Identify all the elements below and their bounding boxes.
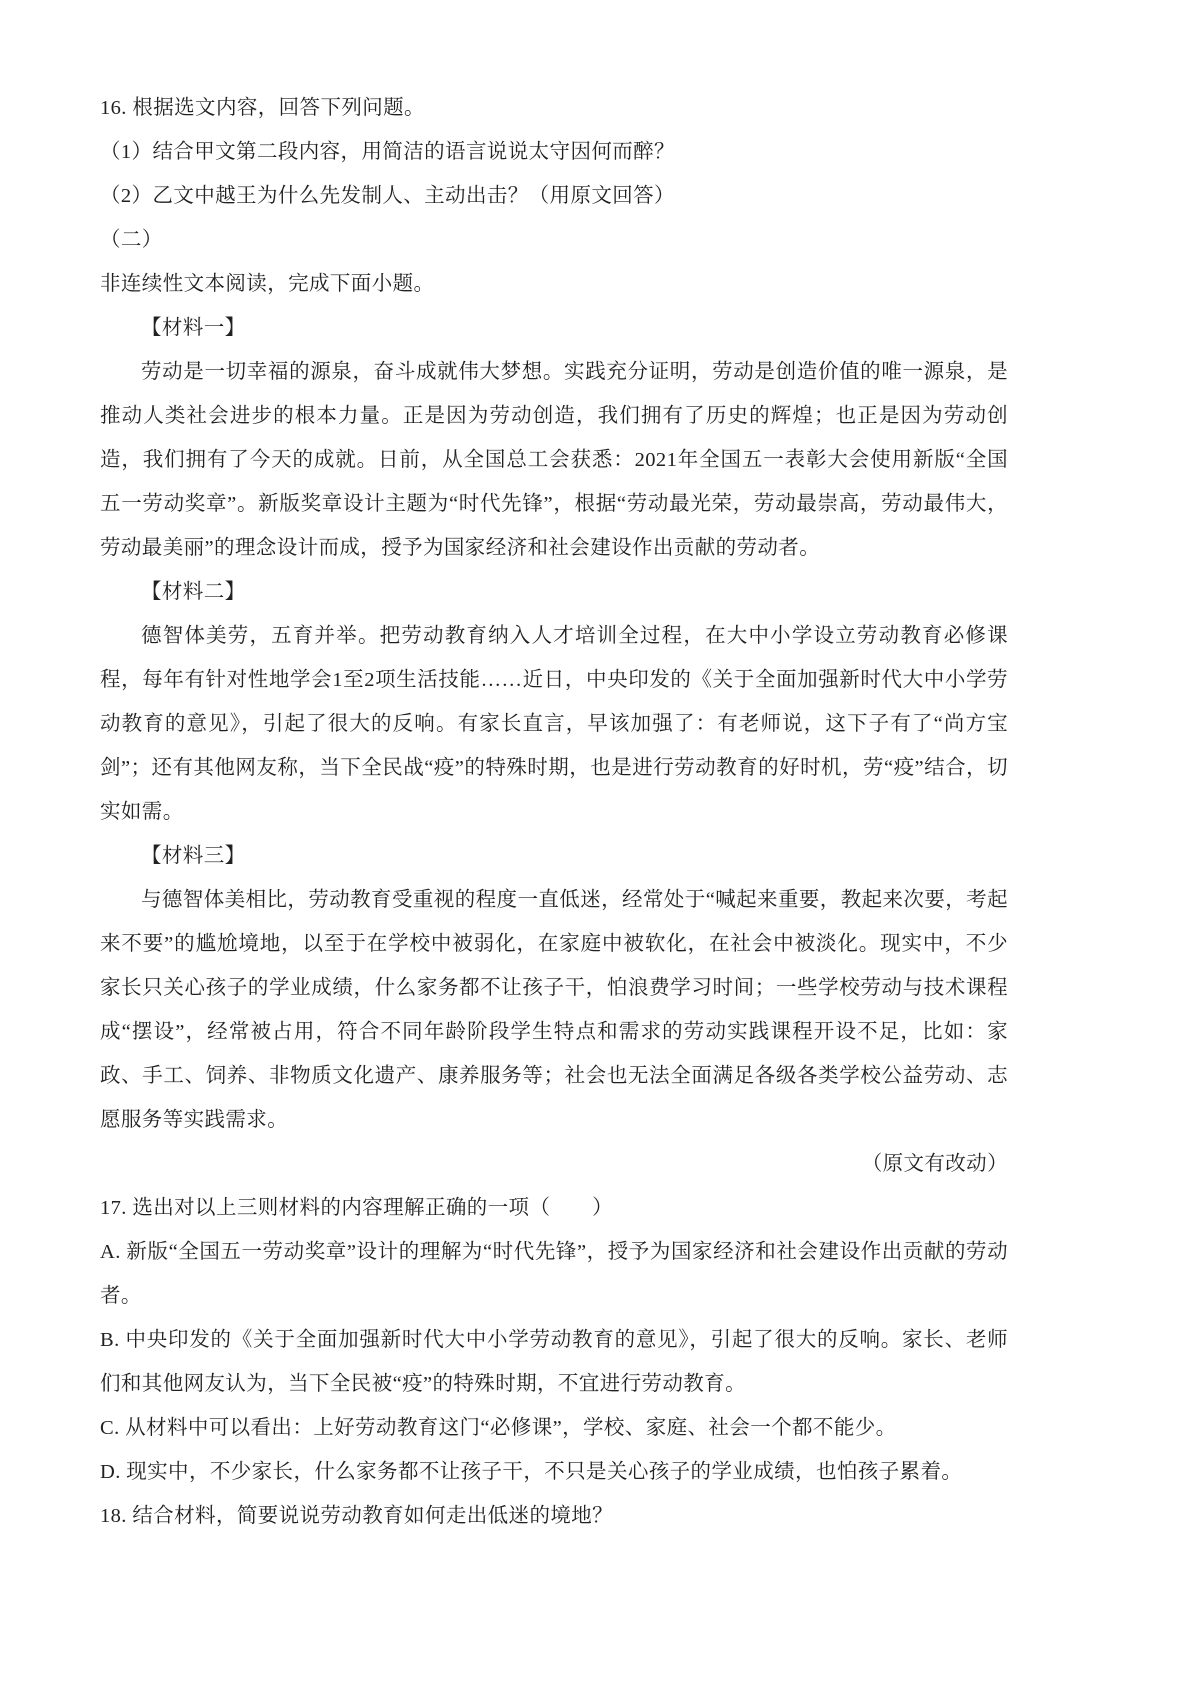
question-16-item-1: （1）结合甲文第二段内容，用简洁的语言说说太守因何而醉？ bbox=[100, 141, 675, 163]
material-3-heading: 【材料三】 bbox=[141, 845, 246, 867]
option-b: B. 中央印发的《关于全面加强新时代大中小学劳动教育的意见》，引起了很大的反响。家长、老师们和其他网友认为，当下全民被“疫”的特殊时期，不宜进行劳动教育。 bbox=[100, 1329, 1008, 1395]
section-heading-2: （二） bbox=[100, 229, 163, 251]
question-16: 16. 根据选文内容，回答下列问题。 bbox=[100, 97, 425, 119]
question-17: 17. 选出对以上三则材料的内容理解正确的一项（ ） bbox=[100, 1197, 614, 1219]
option-a: A. 新版“全国五一劳动奖章”设计的理解为“时代先锋”，授予为国家经济和社会建设作出贡献的劳动者。 bbox=[100, 1241, 1008, 1307]
source-note: （原文有改动） bbox=[861, 1153, 1008, 1175]
section-intro: 非连续性文本阅读，完成下面小题。 bbox=[100, 273, 435, 295]
material-1-heading: 【材料一】 bbox=[141, 317, 246, 339]
option-d: D. 现实中，不少家长，什么家务都不让孩子干，不只是关心孩子的学业成绩，也怕孩子累着。 bbox=[100, 1461, 963, 1483]
material-2-heading: 【材料二】 bbox=[141, 581, 246, 603]
material-3-text: 与德智体美相比，劳动教育受重视的程度一直低迷，经常处于“喊起来重要，教起来次要，考起来不要”的尴尬境地，以至于在学校中被弱化，在家庭中被软化，在社会中被淡化。现实中，不少家长只关心孩子的学业成绩，什么家务都不让孩子干，怕浪费学习时间；一些学校劳动与技术课程成“摆设”，经常被占用，符合不同年龄阶段学生特点和需求的劳动实践课程开设不足，比如：家政、手工、饲养、非物质文化遗产、康养服务等；社会也无法全面满足各级各类学校公益劳动、志愿服务等实践需求。 bbox=[100, 889, 1008, 1131]
material-2-text: 德智体美劳，五育并举。把劳动教育纳入人才培训全过程，在大中小学设立劳动教育必修课程，每年有针对性地学会1至2项生活技能……近日，中央印发的《关于全面加强新时代大中小学劳动教育的意见》，引起了很大的反响。有家长直言，早该加强了：有老师说，这下子有了“尚方宝剑”；还有其他网友称，当下全民战“疫”的特殊时期，也是进行劳动教育的好时机，劳“疫”结合，切实如需。 bbox=[100, 625, 1008, 823]
question-18: 18. 结合材料，简要说说劳动教育如何走出低迷的境地？ bbox=[100, 1505, 614, 1527]
question-16-item-2: （2）乙文中越王为什么先发制人、主动出击？（用原文回答） bbox=[100, 185, 675, 207]
option-c: C. 从材料中可以看出：上好劳动教育这门“必修课”，学校、家庭、社会一个都不能少。 bbox=[100, 1417, 897, 1439]
material-1-text: 劳动是一切幸福的源泉，奋斗成就伟大梦想。实践充分证明，劳动是创造价值的唯一源泉，是推动人类社会进步的根本力量。正是因为劳动创造，我们拥有了历史的辉煌；也正是因为劳动创造，我们拥有了今天的成就。日前，从全国总工会获悉：2021年全国五一表彰大会使用新版“全国五一劳动奖章”。新版奖章设计主题为“时代先锋”，根据“劳动最光荣，劳动最崇高，劳动最伟大，劳动最美丽”的理念设计而成，授予为国家经济和社会建设作出贡献的劳动者。 bbox=[100, 361, 1008, 559]
